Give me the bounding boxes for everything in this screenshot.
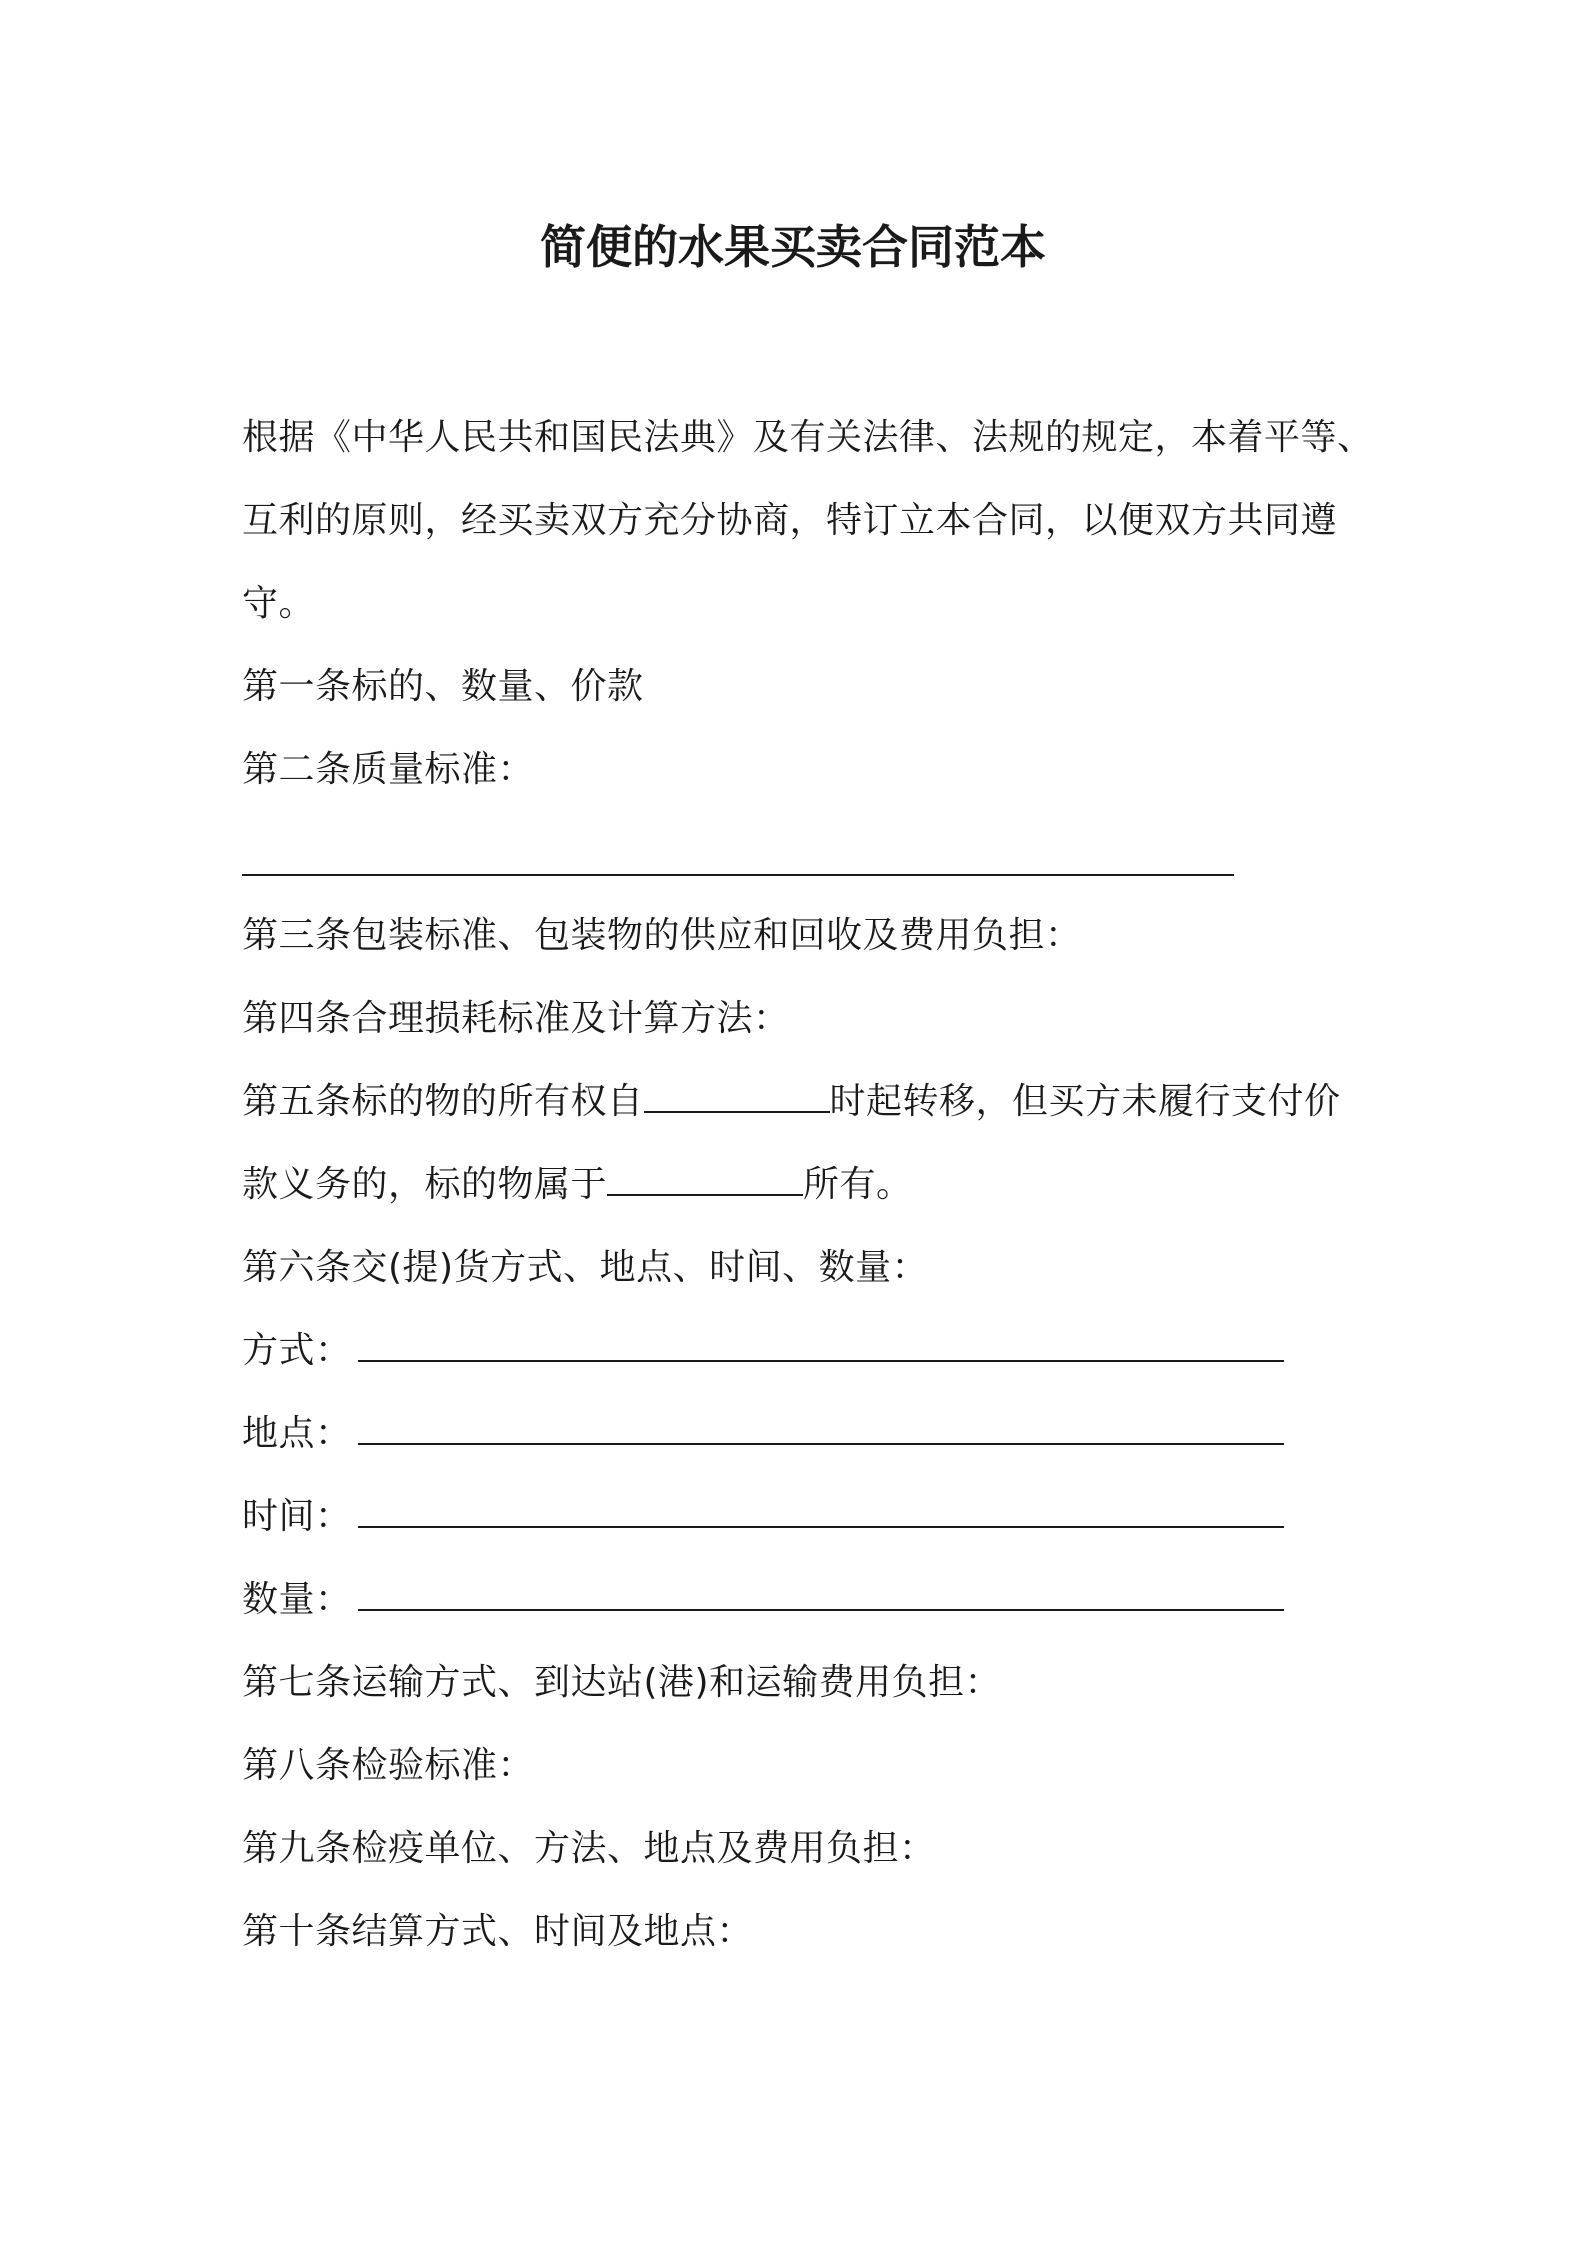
ownership-transfer-time-blank	[644, 1075, 830, 1113]
field-quantity-label: 数量：	[242, 1579, 352, 1620]
article-5-text-b: 时起转移，但买方未履行支付价	[829, 1081, 1341, 1122]
article-8: 第八条检验标准：	[242, 1745, 535, 1786]
field-method	[242, 1323, 1284, 1379]
article-5-text-c: 款义务的，标的物属于	[242, 1164, 608, 1205]
ownership-party-blank	[607, 1158, 803, 1196]
field-time-label: 时间：	[242, 1496, 352, 1537]
article-2: 第二条质量标准：	[242, 749, 535, 790]
quality-standard-blank	[242, 874, 1234, 876]
field-time	[242, 1489, 1284, 1545]
article-6: 第六条交(提)货方式、地点、时间、数量：	[242, 1247, 929, 1288]
article-5-line-1	[242, 1074, 1341, 1130]
field-quantity-blank	[358, 1573, 1284, 1611]
document-title: 简便的水果买卖合同范本	[540, 220, 1046, 274]
intro-line-1: 根据《中华人民共和国民法典》及有关法律、法规的规定，本着平等、	[242, 417, 1374, 458]
article-1: 第一条标的、数量、价款	[242, 666, 644, 707]
article-10: 第十条结算方式、时间及地点：	[242, 1911, 754, 1952]
article-9: 第九条检疫单位、方法、地点及费用负担：	[242, 1828, 936, 1869]
field-place-label: 地点：	[242, 1413, 352, 1454]
intro-line-2: 互利的原则，经买卖双方充分协商，特订立本合同，以便双方共同遵	[242, 500, 1338, 541]
intro-line-3: 守。	[242, 583, 316, 624]
article-5-text-d: 所有。	[803, 1164, 913, 1205]
field-method-label: 方式：	[242, 1330, 352, 1371]
article-5-line-2	[242, 1157, 913, 1213]
field-method-blank	[358, 1324, 1284, 1362]
field-quantity	[242, 1572, 1284, 1628]
article-5-text-a: 第五条标的物的所有权自	[242, 1081, 644, 1122]
field-time-blank	[358, 1490, 1284, 1528]
field-place	[242, 1406, 1284, 1462]
article-3: 第三条包装标准、包装物的供应和回收及费用负担：	[242, 915, 1082, 956]
field-place-blank	[358, 1407, 1284, 1445]
article-4: 第四条合理损耗标准及计算方法：	[242, 998, 790, 1039]
article-7: 第七条运输方式、到达站(港)和运输费用负担：	[242, 1662, 1002, 1703]
